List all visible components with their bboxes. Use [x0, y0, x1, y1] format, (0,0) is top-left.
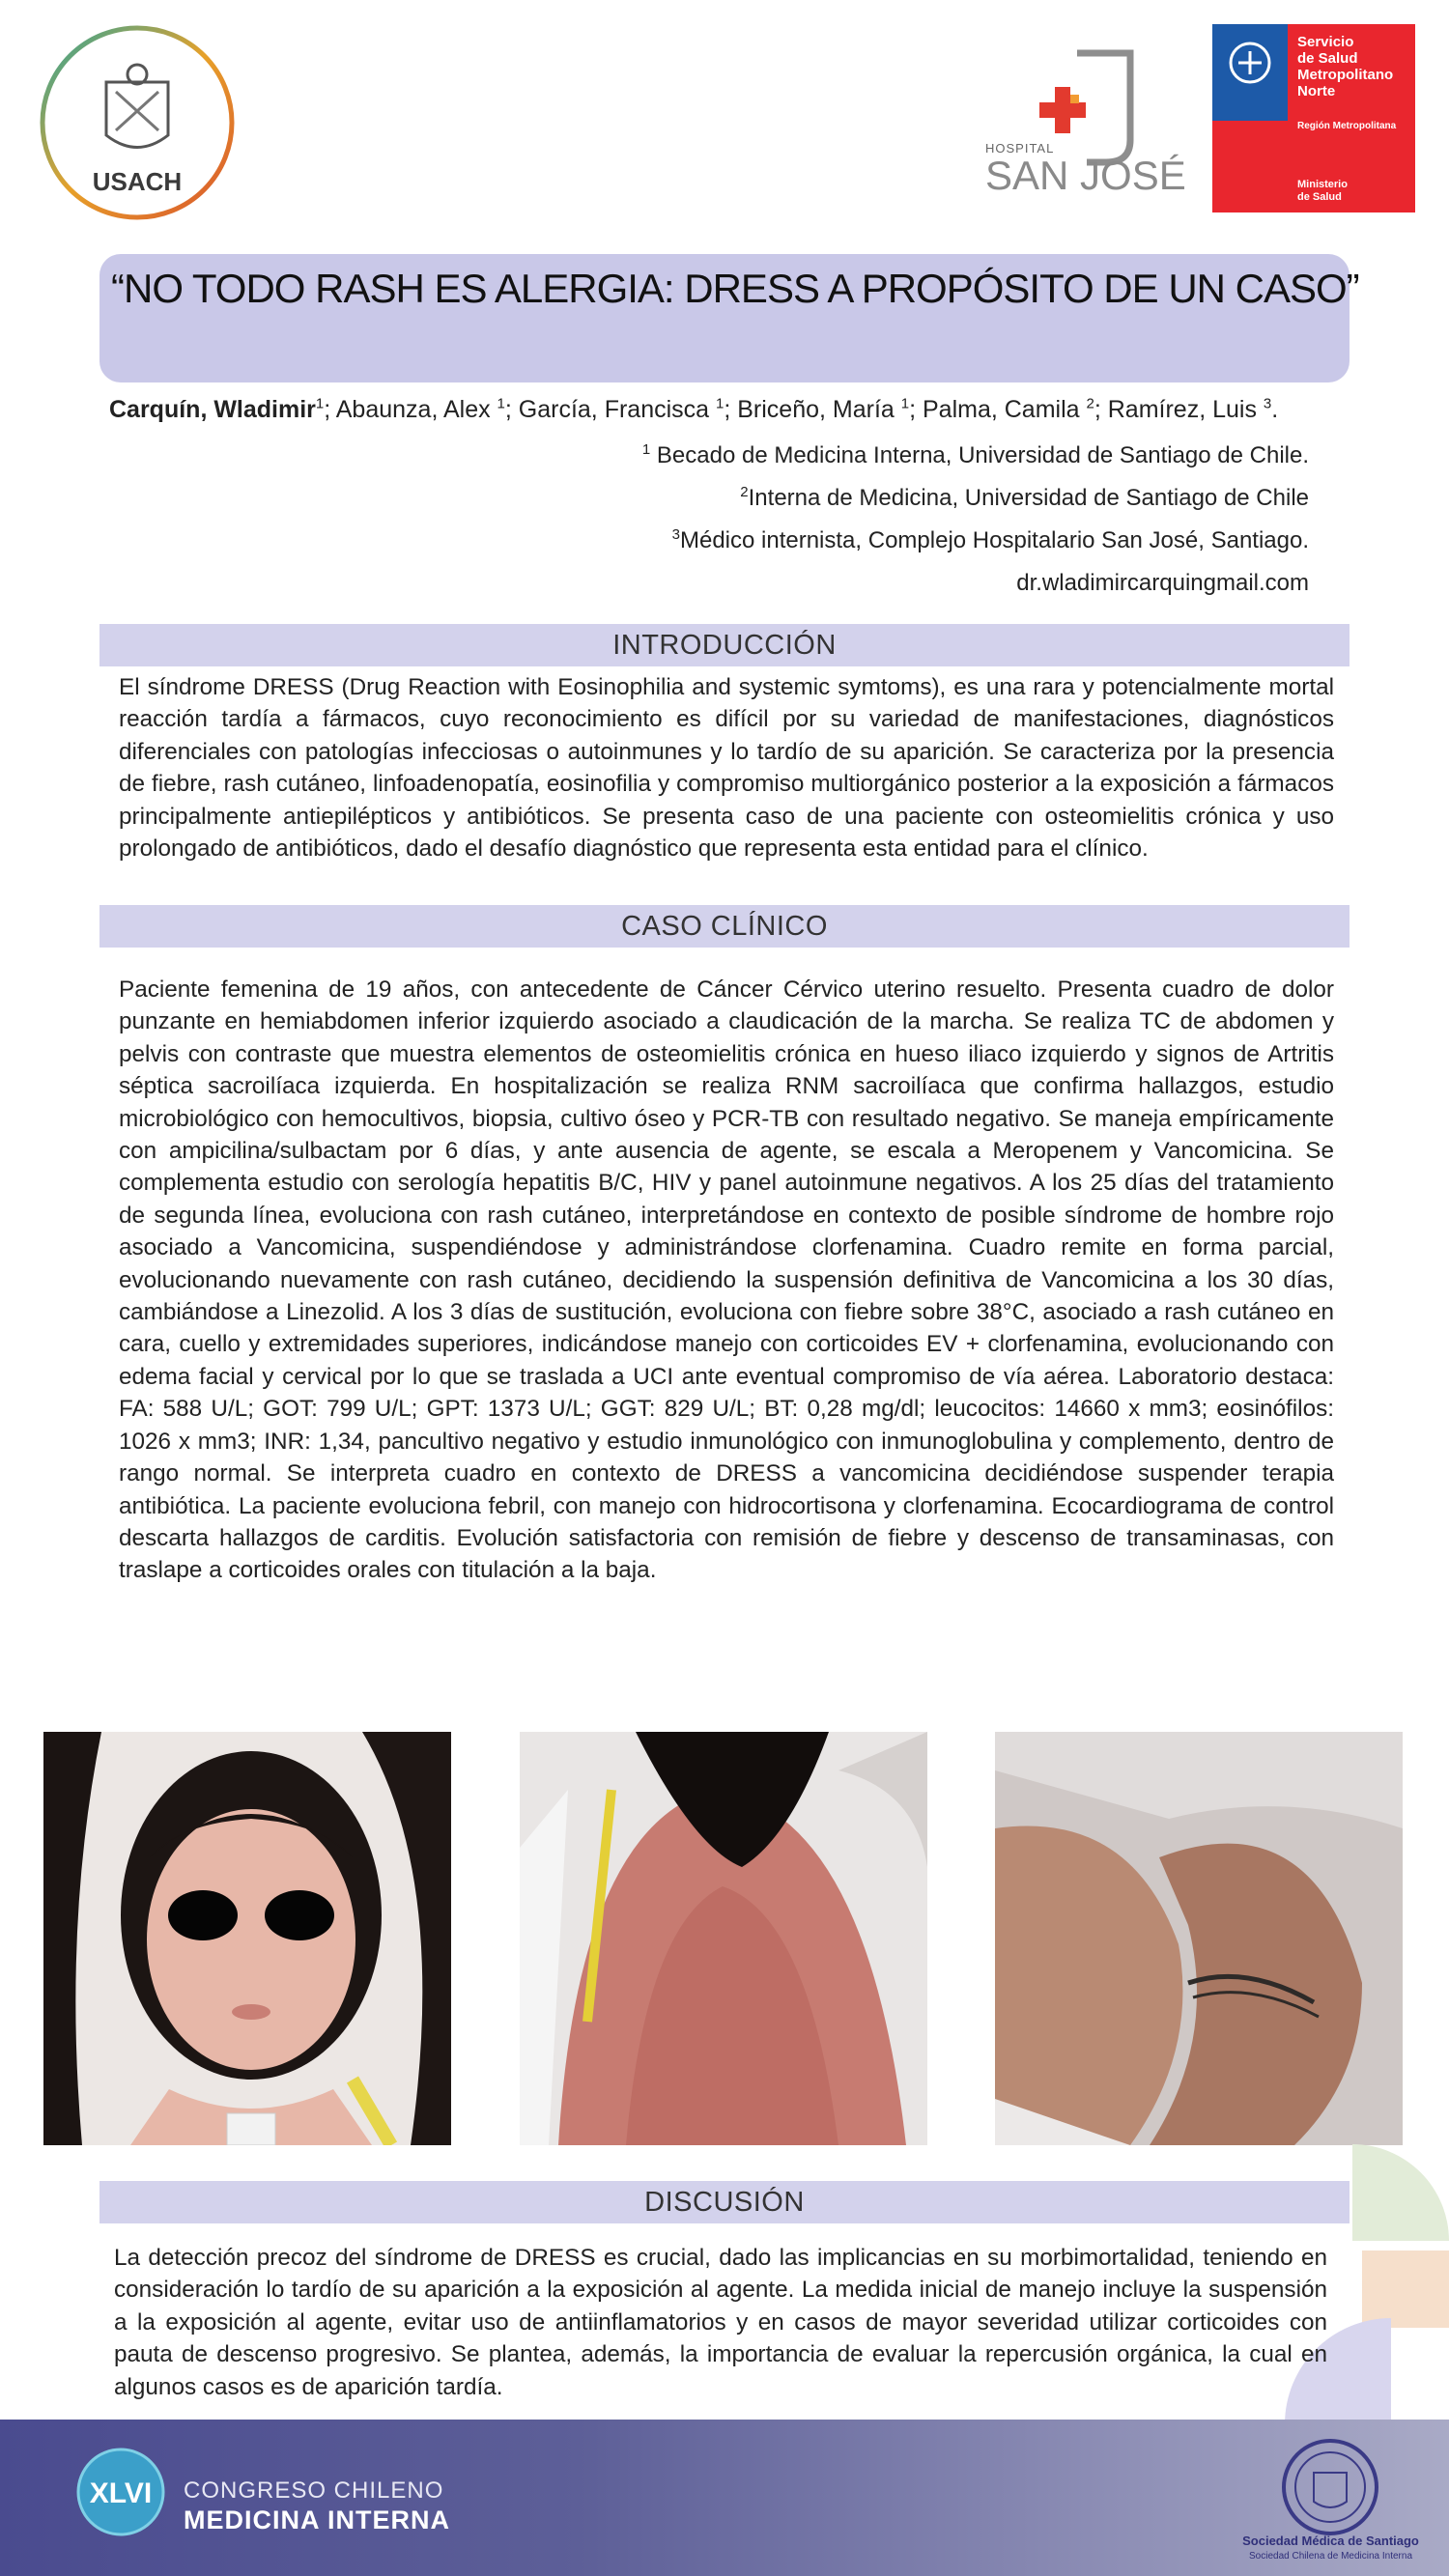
- hospital-small-label: HOSPITAL: [985, 141, 1055, 156]
- society-name: Sociedad Médica de Santiago: [1242, 2534, 1419, 2548]
- congress-title-line1: CONGRESO CHILENO: [184, 2477, 444, 2504]
- footer-banner: [0, 2420, 1449, 2576]
- section-heading-case: CASO CLÍNICO: [99, 905, 1350, 948]
- society-subname: Sociedad Chilena de Medicina Interna: [1249, 2551, 1412, 2562]
- poster-title: “NO TODO RASH ES ALERGIA: DRESS A PROPÓSITO DE UN CASO”: [111, 266, 1359, 311]
- ssmn-ministry: Ministerio de Salud: [1297, 179, 1348, 203]
- ssmn-name: Servicio de Salud Metropolitano Norte: [1297, 34, 1394, 99]
- congress-badge: [75, 2447, 167, 2538]
- discussion-text: La detección precoz del síndrome de DRESS es crucial, dado las implicancias en su morbimortalidad, teniendo en consideración lo tardío de su aparición a la exposición al agente. La medida inicial de manejo incluye la suspensión a la exposición al agente, evitar uso de antiinflamatorios y en casos de mayor severidad utilizar corticoides con pauta de descenso progresivo. Se plantea, además, la importancia de evaluar la repercusión orgánica, la cual en algunos casos es de aparición tardía.: [114, 2245, 1327, 2400]
- intro-text: El síndrome DRESS (Drug Reaction with Eosinophilia and systemic symtoms), es una rara y potencialmente mortal reacción tardía a fármacos, cuyo reconocimiento es difícil por su variedad de manifestaciones, diagnósticos diferenciales con patologías infecciosas o autoinmunes y lo tardío de su aparición. Se caracteriza por la presencia de fiebre, rash cutáneo, linfoadenopatía, eosinofilia y compromiso multiorgánico posterior a la exposición a fármacos principalmente antiepilépticos y antibióticos. Se presenta caso de una paciente con osteomielitis crónica y uso prolongado de antibióticos, dado el desafío diagnóstico que representa esta entidad para el clínico.: [119, 674, 1334, 863]
- patient-back-rash-photo: [520, 1732, 927, 2145]
- patient-legs-rash-photo: [995, 1732, 1403, 2145]
- affiliation-2: $^2$Interna de Medicina, Universidad de Santiago de Chile: [740, 484, 1309, 511]
- hospital-san-jose-logo: [985, 48, 1186, 203]
- patient-face-photo: [43, 1732, 451, 2145]
- congress-title-line2: MEDICINA INTERNA: [184, 2505, 450, 2534]
- case-text: Paciente femenina de 19 años, con antecedente de Cáncer Cérvico uterino resuelto. Presenta cuadro de dolor punzante en hemiabdomen inferior izquierdo asociado a claudicación de la marcha. Se realiza TC de abdomen y pelvis con contraste que muestra elementos de osteomielitis crónica en hueso iliaco izquierdo y signos de Artritis séptica sacroilíaca izquierda. En hospitalización se realiza RNM sacroilíaca que confirma hallazgos, estudio microbiológico con hemocultivos, biopsia, cultivo óseo y PCR-TB con resultado negativo. Se maneja empíricamente con ampicilina/sulbactam por 6 días, y ante ausencia de agente, se escala a Meropenem y Vancomicina. Se complementa estudio con serología hepatitis B/C, HIV y panel autoinmune negativos. A los 25 días del tratamiento de segunda línea, evoluciona con rash cutáneo, interpretándose en contexto de posible síndrome de hombre rojo asociado a Vancomicina, suspendiéndose y administrándose clorfenamina. Cuadro remite en forma parcial, evolucionando nuevamente con rash cutáneo, decidiendo la suspensión definitiva de Vancomicina a los 30 días, cambiándose a Linezolid. A los 3 días de sustitución, evoluciona con fiebre sobre 38°C, asociado a rash cutáneo en cara, cuello y extremidades superiores, indicándose manejo con corticoides EV + clorfenamina, evolucionando con edema facial y cervical por lo que se traslada a UCI ante eventual compromiso de vía aérea. Laboratorio destaca: FA: 588 U/L; GOT: 799 U/L; GPT: 1373 U/L; GGT: 829 U/L; BT: 0,28 mg/dl; leucocitos: 14660 x mm3; eosinófilos: 1026 x mm3; INR: 1,34, pancultivo negativo y estudio inmunológico con inmunoglobulina y complemento, dentro de rango normal. Se interpreta cuadro en contexto de DRESS a vancomicina decidiéndose suspender terapia antibiótica. La paciente evoluciona febril, con manejo con hidrocortisona y clorfenamina. Ecocardiograma de control descarta hallazgos de carditis. Evolución satisfactoria con remisión de fiebre y descenso de transaminasas, con traslape a corticoides orales con titulación a la baja.: [119, 977, 1334, 1584]
- title-box: [99, 254, 1359, 382]
- svg-text:XLVI: XLVI: [89, 2477, 153, 2509]
- author-list: Carquín, Wladimir$^1$; Abaunza, Alex $^1$; García, Francisca $^1$; Briceño, María $^1$; Palma, Camila $^2$; Ramírez, Luis $^3$.: [109, 395, 1279, 423]
- ssmn-blue-block: [1212, 24, 1288, 121]
- section-heading-intro: INTRODUCCIÓN: [99, 624, 1350, 666]
- usach-logo: [39, 24, 237, 222]
- affiliation-3: $^3$Médico internista, Complejo Hospitalario San José, Santiago.: [671, 526, 1309, 553]
- first-author: Carquín, Wladimir: [109, 396, 316, 423]
- contact-email: dr.wladimircarquingmail.com: [1016, 570, 1309, 596]
- ssmn-logo: [1212, 24, 1415, 212]
- section-heading-discussion: DISCUSIÓN: [99, 2181, 1350, 2223]
- affiliation-1: $^1$ Becado de Medicina Interna, Universidad de Santiago de Chile.: [641, 441, 1309, 468]
- ssmn-region: Región Metropolitana: [1297, 121, 1397, 131]
- hospital-name: SAN JOSÉ: [985, 153, 1186, 198]
- usach-logo-text: USACH: [92, 167, 183, 196]
